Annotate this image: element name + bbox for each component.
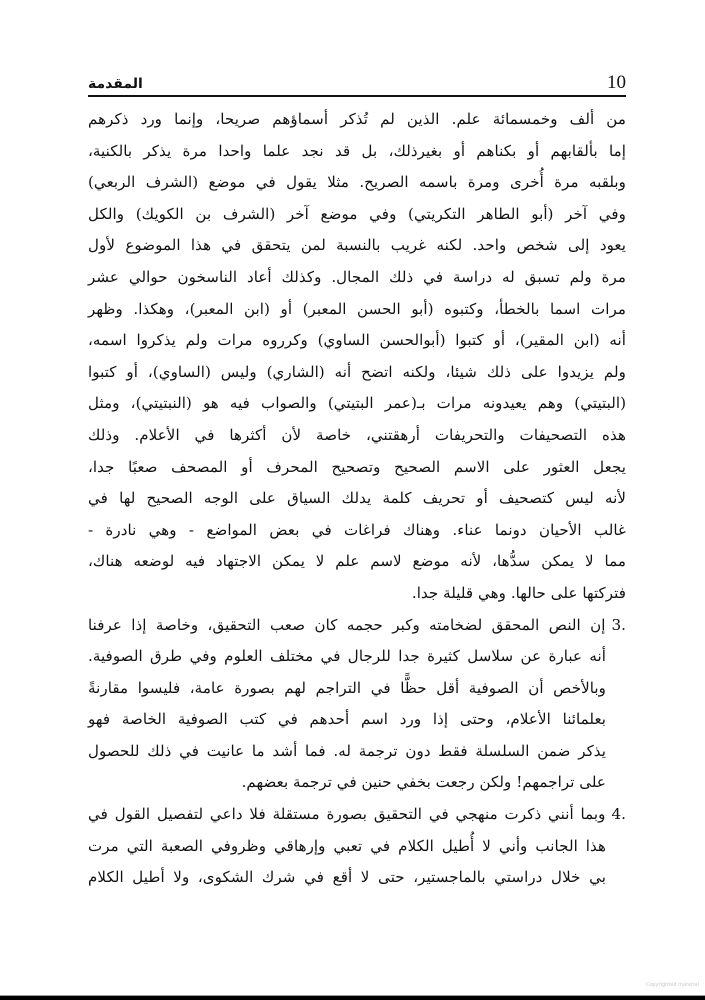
- chapter-title: المقدمة: [88, 76, 143, 92]
- text-line: بي خلال دراستي بالماجستير، حتى لا أقع في شرك الشكوى، ولا أطيل الكلام: [88, 868, 606, 887]
- text-line: فتركتها على حالها. وهي قليلة جدا.: [411, 583, 626, 602]
- paragraph-continuation: [88, 104, 626, 610]
- page-number: 10: [607, 72, 626, 93]
- copyright-watermark: Copyrighted material: [645, 982, 699, 988]
- list-number: 4.: [611, 805, 626, 824]
- text-line: وفي آخر (أبو الطاهر التكريتي) وفي موضع آخر (الشرف بن الكويك) والكل: [88, 204, 626, 223]
- text-line: أنه عبارة عن سلاسل كثيرة جدا للرجال في مختلف العلوم وفي طرق الصوفية.: [88, 647, 606, 666]
- text-line: يعود إلى شخص واحد. لكنه غريب بالنسبة لمن يتحقق في هذا الموضوع لأول: [88, 236, 626, 255]
- page-bottom-border: [0, 996, 705, 1000]
- text-line: إن النص المحقق لضخامته وكبر حجمه كان صعب التحقيق، وخاصة إذا عرفنا: [88, 615, 606, 634]
- text-line: هذا الجانب وأني لا أُطيل الكلام في تعبي وإرهاقي وظروفي الصعبة التي مرت: [88, 836, 606, 855]
- text-line: وبلقبه مرة أُخرى ومرة باسمه الصريح. مثلا يقول في موضع (الشرف الربعي): [88, 173, 626, 192]
- text-line: مرة ولم تسبق له دراسة في ذلك المجال. وكذلك أعاد الناسخون حوالي عشر: [88, 267, 626, 286]
- text-line: مما لا يمكن سدُّها، لأنه موضع لاسم علم لا يمكن الاجتهاد فيه لوضعه هناك،: [88, 552, 626, 571]
- running-header: [88, 66, 626, 94]
- text-line: لأنه ليس كتصحيف أو تحريف كلمة يدلك السياق على الوجه الصحيح لها في: [88, 489, 626, 508]
- text-line: على تراجمهم! ولكن رجعت بخفي حنين في ترجمة بعضهم.: [241, 773, 606, 792]
- text-line: (البتيتي) وهم يعيدونه مرات بـ(عمر البتيتي) والصواب فيه هو (النبتيتي)، ومثل: [88, 394, 626, 413]
- text-line: وبالأخص أن الصوفية أقل حظًّا في التراجم لهم بصورة عامة، فليسوا مقارنةً: [88, 678, 606, 697]
- list-item-first-line: [88, 799, 626, 831]
- text-line: ولم يزيدوا على ذلك شيئا، ولكنه اتضح أنه (الشاري) وليس (الساوي)، أو كتبوا: [88, 362, 626, 381]
- text-line: أنه (ابن المقير)، أو كتبوا (أبوالحسن الساوي) وكرروه مرات ولم يذكروا اسمه،: [88, 331, 626, 350]
- list-item-3: [88, 610, 626, 800]
- list-number: 3.: [611, 615, 626, 634]
- list-item-first-line: [88, 610, 626, 642]
- text-line: غالب الأحيان دونما عناء. وهناك فراغات في بعض المواضع - وهي نادرة -: [88, 520, 626, 539]
- text-line: من ألف وخمسمائة علم. الذين لم تُذكر أسماؤهم صريحا، وإنما ورد ذكرهم: [88, 110, 626, 128]
- text-line: بعلمائنا الأعلام، وحتى إذا ورد اسم أحدهم في كتب الصوفية الخاصة فهو: [88, 710, 606, 729]
- list-item-4: [88, 799, 626, 894]
- text-line: وبما أنني ذكرت منهجي في التحقيق بصورة مستقلة فلا داعي لتفصيل القول في: [88, 805, 606, 824]
- text-line: هذه التصحيفات والتحريفات أرهقتني، خاصة لأن أكثرها في الأعلام. وذلك: [88, 425, 626, 444]
- text-line: يجعل العثور على الاسم الصحيح وتصحيح المحرف أو المصحف صعبًا جدا،: [88, 457, 626, 476]
- text-line: يذكر ضمن السلسلة فقط دون ترجمة له. فما أشد ما عانيت في ذلك للحصول: [88, 741, 606, 760]
- text-line: مرات اسما بالخطأ، وكتبوه (أبو الحسن المعبر) أو (ابن المعبر)، وهكذا. وظهر: [88, 299, 626, 318]
- body-text: [88, 104, 626, 894]
- header-rule: [88, 95, 626, 97]
- text-line: إما بألقابهم أو بكناهم أو بغيرذلك، بل قد نجد علما واحدا مرة يذكر بالكنية،: [88, 141, 626, 160]
